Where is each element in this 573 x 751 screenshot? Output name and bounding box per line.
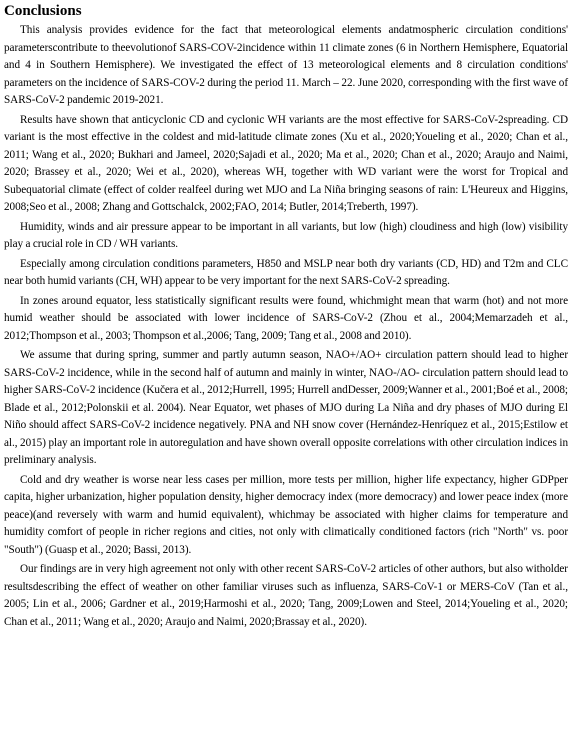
paragraph-7: Cold and dry weather is worse near less cases per million, more tests per million, higher life expectancy, higher GDPper capita, higher urbanization, higher population density, higher democracy index (more democracy) and lower peace index (more peace)(and reversely with warm and humid equivalent), whichmay be associated with higher claims for temperature and humidity comfort of people in richer regions and cities, not only with climatically conditioned factors (rich "North" vs. poor "South") (Guasp et al., 2020; Bassi, 2013). (4, 473, 568, 556)
paragraph-4: Especially among circulation conditions parameters, H850 and MSLP near both dry variants (CD, HD) and T2m and CLC near both humid variants (CH, WH) appear to be very important for the next SARS-CoV-2 spreading. (4, 257, 568, 287)
paragraph-1: This analysis provides evidence for the fact that meteorological elements andatmospheric circulation conditions' parameterscontribute to theevolutionof SARS-COV-2incidence within 11 climate zones (6 in Northern Hemisphere, Equatorial and 4 in Southern Hemisphere). We investigated the effect of 13 meteorological elements and 8 circulation conditions' parameters on the incidence of SARS-COV-2 during the period 11. March – 22. June 2020, corresponding with the first wave of SARS-CoV-2 pandemic 2019-2021. (4, 24, 568, 106)
paragraph-3: Humidity, winds and air pressure appear to be important in all variants, but low (high) cloudiness and high (low) visibility play a crucial role in CD / WH variants. (4, 220, 568, 250)
paragraph-8: Our findings are in very high agreement not only with other recent SARS-CoV-2 articles of other authors, but also witholder resultsdescribing the effect of weather on other familiar viruses such as influenza, SARS-CoV-1 or MERS-CoV (Tan et al., 2005; Lin et al., 2006; Gardner et al., 2019;Harmoshi et al., 2020; Tang, 2009;Lowen and Steel, 2014;Youeling et al., 2020; Chan et al., 2011; Wang et al., 2020; Araujo and Naimi, 2020;Brassay et al., 2020). (4, 563, 568, 628)
paragraph-6: We assume that during spring, summer and partly autumn season, NAO+/AO+ circulation pattern should lead to higher SARS-CoV-2 incidence, while in the second half of autumn and mainly in winter, NAO-/AO- circulation pattern should lead to higher SARS-CoV-2 incidence (Kučera et al., 2012;Hurrell, 1995; Hurrell andDesser, 2009;Wanner et al., 2001;Boé et al., 2008; Blade et al., 2012;Polonskii et al. 2004). Near Equator, wet phases of MJO during La Niña and dry phases of MJO during El Niño should affect SARS-CoV-2 incidence negatively. PNA and NH snow cover (Hernández-Henríquez et al., 2015;Estilow et al., 2015) play an important role in autoregulation and have shown overall opposite correlations with other circulation indices in preliminary analysis. (4, 349, 568, 466)
section-heading: Conclusions (4, 3, 82, 19)
paragraph-2: Results have shown that anticyclonic CD and cyclonic WH variants are the most effective for SARS-CoV-2spreading. CD variant is the most effective in the coldest and mid-latitude climate zones (Xu et al., 2020;Youeling et al., 2020; Chan et al., 2011; Wang et al., 2020; Bukhari and Jameel, 2020;Sajadi et al., 2020; Ma et al., 2020; Chan et al., 2020; Araujo and Naimi, 2020; Brassey et al., 2020; Wei et al., 2020), whereas WH, together with WD variant were the worst for Tropical and Subequatorial climate (effect of colder realfeel during wet MJO and La Niña bringing seasons of rain: L'Heureux and Higgins, 2008;Seo et al., 2008; Zhang and Gottschalck, 2002;FAO, 2014; Butler, 2014;Treberth, 1997). (4, 113, 568, 213)
paragraph-5: In zones around equator, less statistically significant results were found, whichmight mean that warm (hot) and not more humid weather should be associated with lower incidence of SARS-CoV-2 (Zhou et al., 2004;Memarzadeh et al., 2012;Thompson et al., 2003; Thompson et al.,2006; Tang, 2009; Tang et al., 2008 and 2010). (4, 294, 568, 342)
